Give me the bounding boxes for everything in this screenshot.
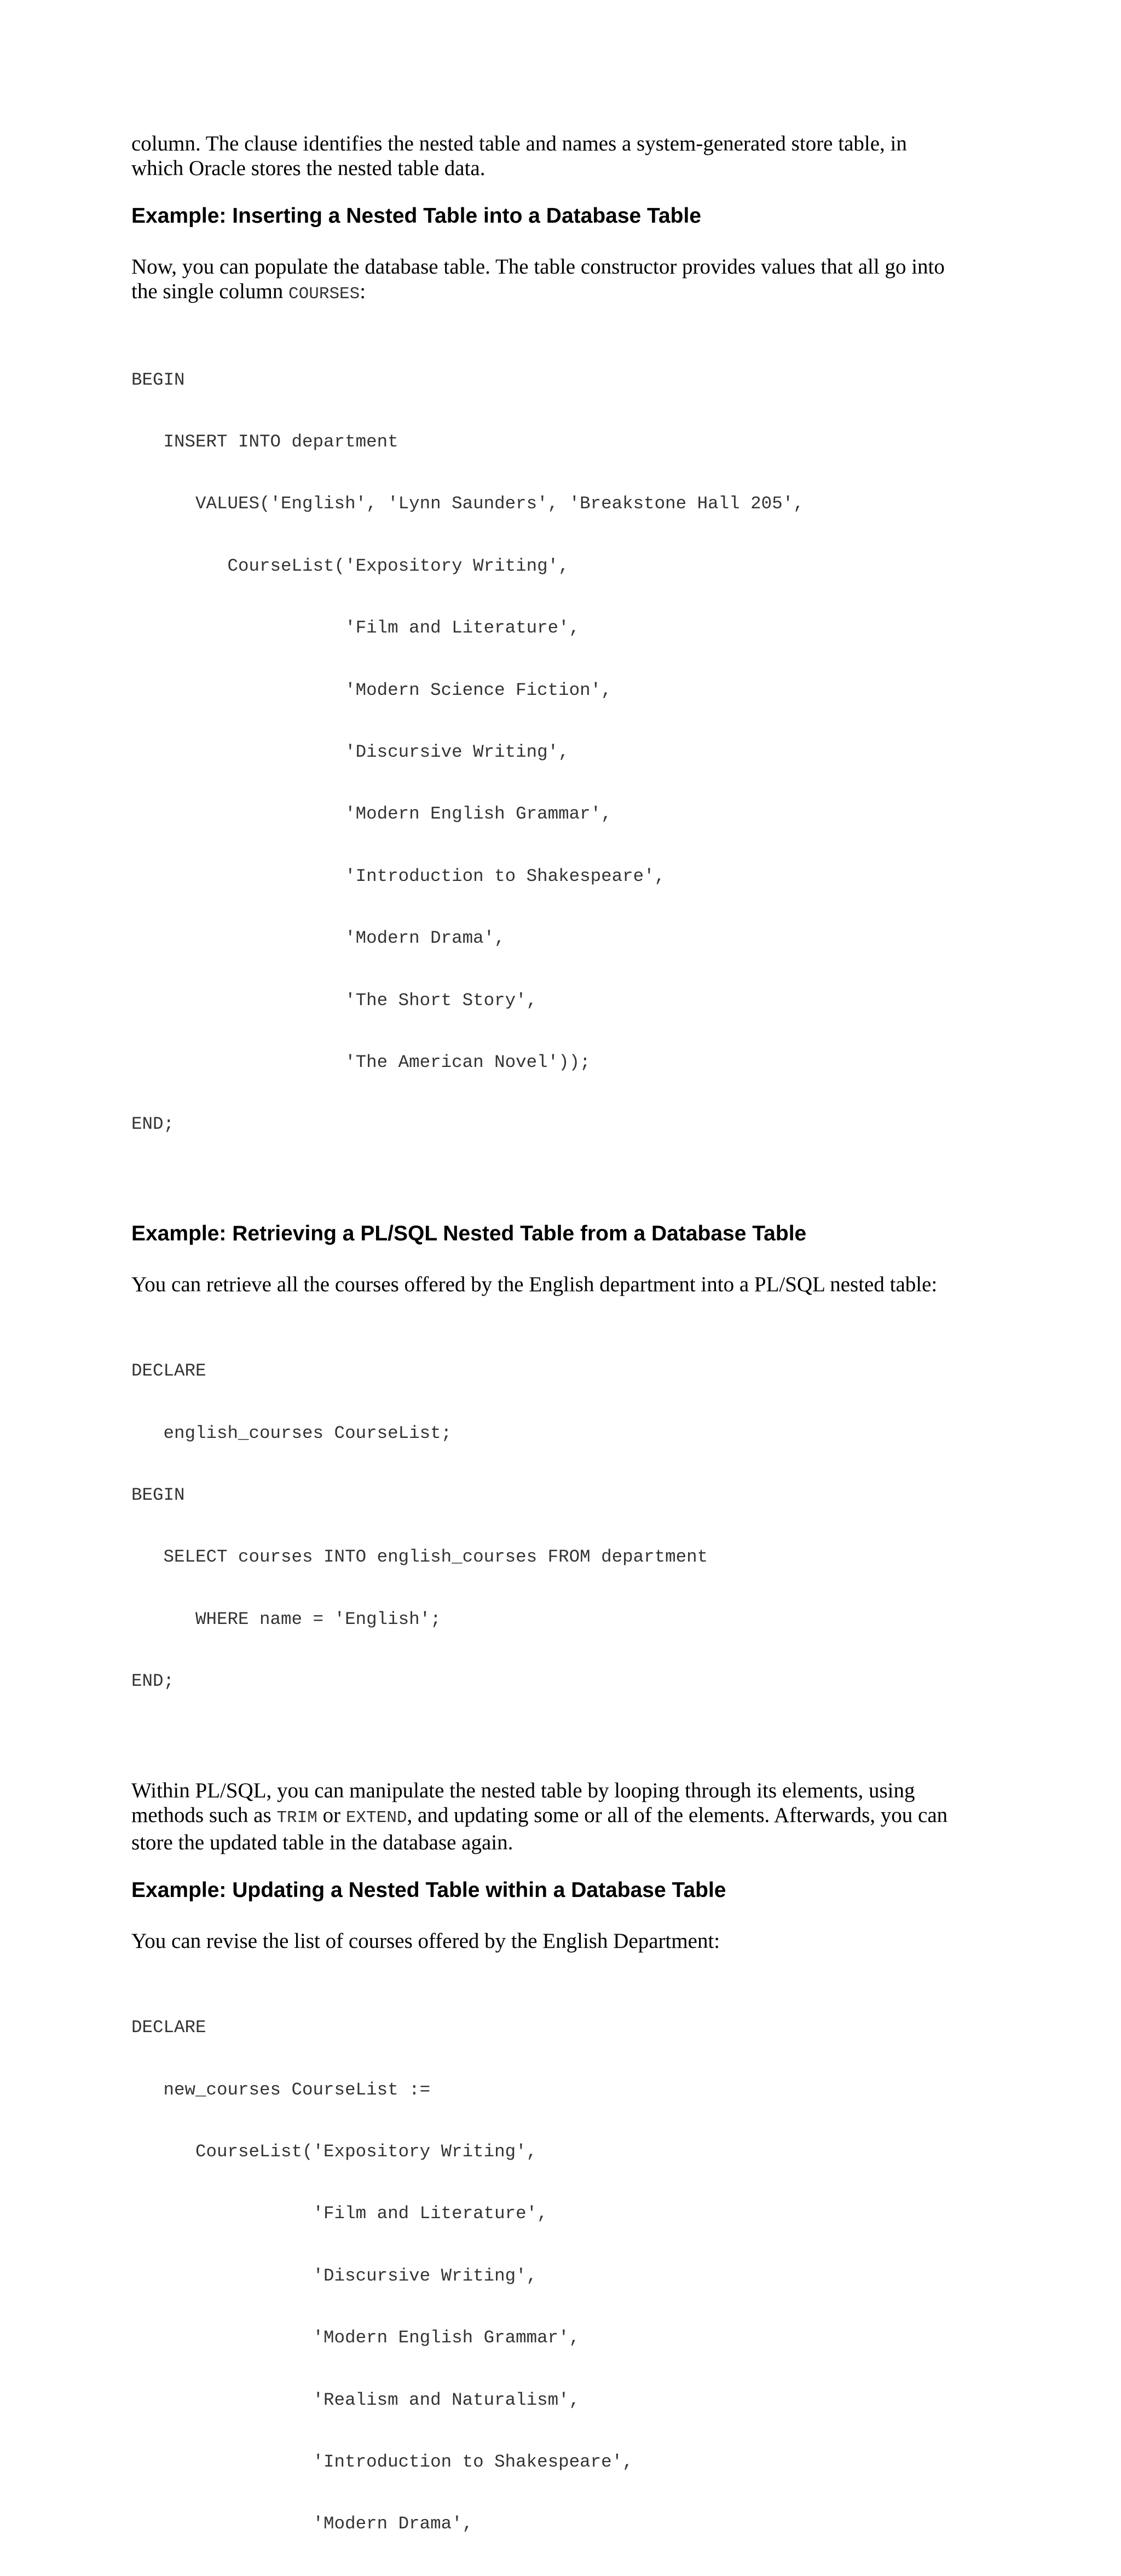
code-line: 'The Short Story',	[131, 990, 538, 1011]
code-line: 'Film and Literature',	[131, 2203, 548, 2224]
code-line: DECLARE	[131, 2017, 206, 2038]
code-line: 'Film and Literature',	[131, 618, 580, 639]
code-line: 'Modern English Grammar',	[131, 804, 612, 825]
code-line: english_courses CourseList;	[131, 1423, 452, 1443]
code-line: 'Discursive Writing',	[131, 741, 569, 762]
section-heading-updating: Example: Updating a Nested Table within a Database Table	[131, 1878, 726, 1902]
code-line: END;	[131, 1114, 175, 1135]
section-heading-retrieving: Example: Retrieving a PL/SQL Nested Table from a Database Table	[131, 1221, 807, 1245]
intro-line-1: column. The clause identifies the nested table and names a system-generated store table, in	[131, 132, 907, 155]
middle-para-line-2a: methods such as	[131, 1803, 277, 1827]
middle-para-line-1: Within PL/SQL, you can manipulate the nested table by looping through its elements, using	[131, 1778, 915, 1802]
intro-paragraph	[131, 131, 996, 181]
code-line: 'Modern English Grammar',	[131, 2328, 580, 2348]
code-line: INSERT INTO department	[131, 431, 398, 452]
code-line: 'The American Novel'));	[131, 1052, 591, 1072]
code-line: BEGIN	[131, 1485, 185, 1506]
middle-para-line-2b: or	[317, 1803, 346, 1827]
code-line: DECLARE	[131, 1361, 206, 1382]
middle-para-line-3: store the updated table in the database again.	[131, 1830, 513, 1854]
code-line: CourseList('Expository Writing',	[131, 555, 569, 576]
intro-line-2: which Oracle stores the nested table data.	[131, 156, 486, 180]
retrieve-code-block	[131, 1320, 996, 1733]
code-line: 'Modern Drama',	[131, 2514, 473, 2534]
section1-paragraph	[131, 254, 996, 306]
code-line: SELECT courses INTO english_courses FROM department	[131, 1547, 708, 1568]
code-line: 'Discursive Writing',	[131, 2265, 538, 2286]
code-line: VALUES('English', 'Lynn Saunders', 'Breakstone Hall 205',	[131, 494, 804, 514]
section3-paragraph: You can revise the list of courses offered by the English Department:	[131, 1929, 720, 1953]
code-line: 'Modern Drama',	[131, 928, 505, 949]
courses-inline-code: COURSES	[288, 285, 360, 304]
insert-code-block	[131, 328, 996, 1176]
code-line: CourseList('Expository Writing',	[131, 2141, 538, 2162]
code-line: new_courses CourseList :=	[131, 2079, 431, 2100]
code-line: 'Modern Science Fiction',	[131, 680, 612, 700]
trim-inline-code: TRIM	[276, 1808, 317, 1827]
section-heading-inserting: Example: Inserting a Nested Table into a Database Table	[131, 204, 702, 228]
code-line: WHERE name = 'English';	[131, 1609, 441, 1629]
code-line: BEGIN	[131, 369, 185, 390]
section1-para-line-2-suffix: :	[360, 280, 366, 303]
section2-paragraph: You can retrieve all the courses offered by the English department into a PL/SQL nested table:	[131, 1272, 938, 1296]
code-line: END;	[131, 1671, 175, 1692]
update-code-block	[131, 1976, 996, 2576]
code-line: 'Introduction to Shakespeare',	[131, 2451, 633, 2472]
code-line: 'Realism and Naturalism',	[131, 2389, 580, 2410]
code-line: 'Introduction to Shakespeare',	[131, 866, 666, 886]
document-page	[131, 131, 996, 2576]
middle-para-line-2c: , and updating some or all of the elements. Afterwards, you can	[407, 1803, 948, 1827]
middle-paragraph	[131, 1778, 996, 1855]
section1-para-line-1: Now, you can populate the database table. The table constructor provides values that all go into	[131, 255, 945, 279]
extend-inline-code: EXTEND	[345, 1808, 407, 1827]
section1-para-line-2-prefix: the single column	[131, 280, 289, 303]
